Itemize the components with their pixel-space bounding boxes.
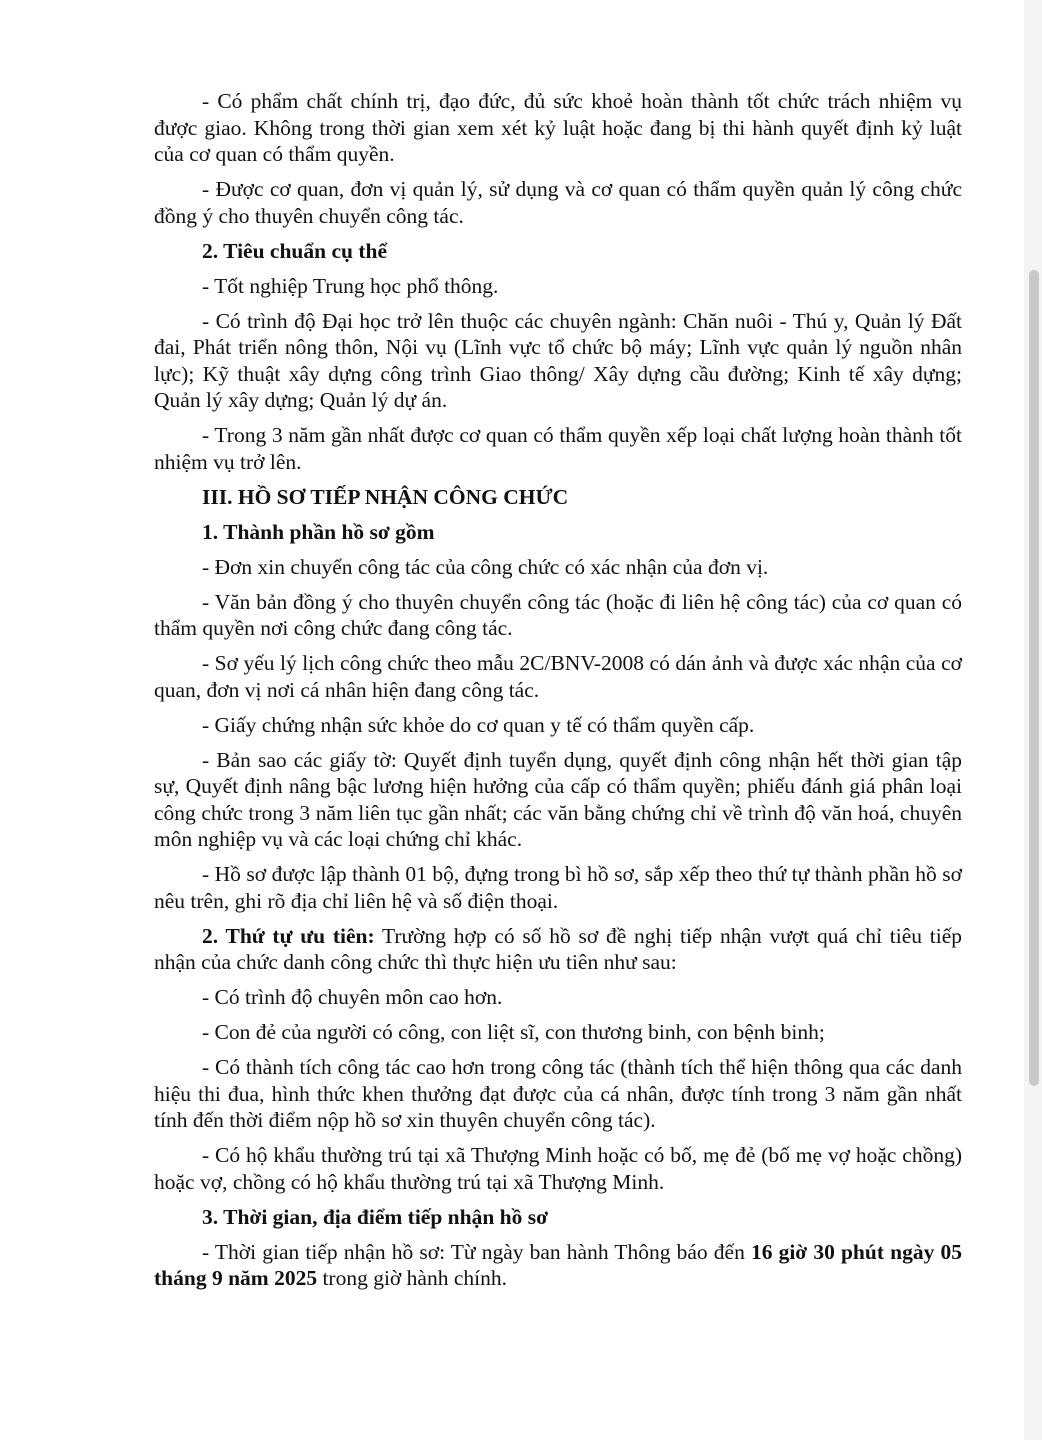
heading-section-iii: III. HỒ SƠ TIẾP NHẬN CÔNG CHỨC bbox=[202, 484, 569, 509]
heading-thoi-gian-dia-diem: 3. Thời gian, địa điểm tiếp nhận hồ sơ bbox=[202, 1204, 549, 1229]
heading-thanh-phan-ho-so: 1. Thành phần hồ sơ gồm bbox=[202, 519, 435, 544]
paragraph-chuyen-mon-cao: - Có trình độ chuyên môn cao hơn. bbox=[202, 985, 503, 1009]
paragraph-xep-loai: - Trong 3 năm gần nhất được cơ quan có thẩm quyền xếp loại chất lượng hoàn thành tốt nhiệm vụ trở lên. bbox=[154, 423, 962, 474]
paragraph-con-nguoi-co-cong: - Con đẻ của người có công, con liệt sĩ, con thương binh, con bệnh binh; bbox=[202, 1020, 825, 1044]
text-thoi-gian-b: trong giờ hành chính. bbox=[317, 1266, 507, 1290]
heading-tieu-chuan-cu-the: 2. Tiêu chuẩn cụ thể bbox=[202, 238, 387, 263]
paragraph-van-ban-dong-y: - Văn bản đồng ý cho thuyên chuyển công tác (hoặc đi liên hệ công tác) của cơ quan có thẩm quyền nơi công chức đang công tác. bbox=[154, 589, 962, 640]
vertical-scrollbar[interactable] bbox=[1024, 0, 1042, 1440]
document-body bbox=[154, 88, 962, 1300]
paragraph-giay-suc-khoe: - Giấy chứng nhận sức khỏe do cơ quan y tế có thẩm quyền cấp. bbox=[202, 712, 755, 737]
paragraph-thu-tu-uu-tien bbox=[154, 923, 962, 976]
label-thu-tu-uu-tien: 2. Thứ tự ưu tiên: bbox=[202, 923, 375, 948]
text-thoi-gian-a: - Thời gian tiếp nhận hồ sơ: Từ ngày ban hành Thông báo đến bbox=[202, 1239, 751, 1264]
paragraph-don-xin: - Đơn xin chuyển công tác của công chức có xác nhận của đơn vị. bbox=[202, 554, 769, 579]
paragraph-ho-khau: - Có hộ khẩu thường trú tại xã Thượng Minh hoặc có bố, mẹ đẻ (bố mẹ vợ hoặc chồng) hoặc vợ, chồng có hộ khẩu thường trú tại xã Thượng Minh. bbox=[154, 1143, 962, 1194]
paragraph-trinh-do-dai-hoc: - Có trình độ Đại học trở lên thuộc các chuyên ngành: Chăn nuôi - Thú y, Quản lý Đất đai, Phát triển nông thôn, Nội vụ (Lĩnh vực tổ chức bộ máy; Lĩnh vực quản lý nguồn nhân lực); Kỹ thuật xây dựng công trình Giao thông/ Xây dựng cầu đường; Kinh tế xây dựng; Quản lý xây dựng; Quản lý dự án. bbox=[154, 308, 962, 412]
paragraph-thoi-gian-tiep-nhan bbox=[154, 1239, 962, 1292]
scrollbar-thumb[interactable] bbox=[1029, 270, 1039, 1086]
paragraph-so-yeu-ly-lich: - Sơ yếu lý lịch công chức theo mẫu 2C/BNV-2008 có dán ảnh và được xác nhận của cơ quan, đơn vị nơi cá nhân hiện đang công tác. bbox=[154, 651, 962, 702]
text-deadline: 16 giờ 30 phút ngày 05 tháng 9 năm 2025 bbox=[154, 1239, 962, 1290]
paragraph-ban-sao-giay-to: - Bản sao các giấy tờ: Quyết định tuyển dụng, quyết định công nhận hết thời gian tập sự, Quyết định nâng bậc lương hiện hưởng của cấp có thẩm quyền; phiếu đánh giá phân loại công chức trong 3 năm liên tục gần nhất; các văn bằng chứng chỉ về trình độ văn hoá, chuyên môn nghiệp vụ và các loại chứng chỉ khác. bbox=[154, 747, 962, 851]
paragraph-ho-so-01-bo: - Hồ sơ được lập thành 01 bộ, đựng trong bì hồ sơ, sắp xếp theo thứ tự thành phần hồ sơ nêu trên, ghi rõ địa chỉ liên hệ và số điện thoại. bbox=[154, 862, 962, 913]
paragraph-pham-chat: - Có phẩm chất chính trị, đạo đức, đủ sức khoẻ hoàn thành tốt chức trách nhiệm vụ được giao. Không trong thời gian xem xét kỷ luật hoặc đang bị thi hành quyết định kỷ luật của cơ quan có thẩm quyền. bbox=[154, 89, 962, 166]
paragraph-tot-nghiep-thpt: - Tốt nghiệp Trung học phổ thông. bbox=[202, 273, 499, 298]
paragraph-dong-y-thuyen-chuyen: - Được cơ quan, đơn vị quản lý, sử dụng và cơ quan có thẩm quyền quản lý công chức đồng ý cho thuyên chuyển công tác. bbox=[154, 177, 962, 228]
paragraph-thanh-tich: - Có thành tích công tác cao hơn trong công tác (thành tích thể hiện thông qua các danh hiệu thi đua, hình thức khen thưởng đạt được của cá nhân, được tính trong 3 năm gần nhất tính đến thời điểm nộp hồ sơ xin thuyên chuyển công tác). bbox=[154, 1055, 962, 1132]
text-thu-tu-uu-tien: Trường hợp có số hồ sơ đề nghị tiếp nhận vượt quá chỉ tiêu tiếp nhận của chức danh công chức thì thực hiện ưu tiên như sau: bbox=[154, 923, 962, 974]
